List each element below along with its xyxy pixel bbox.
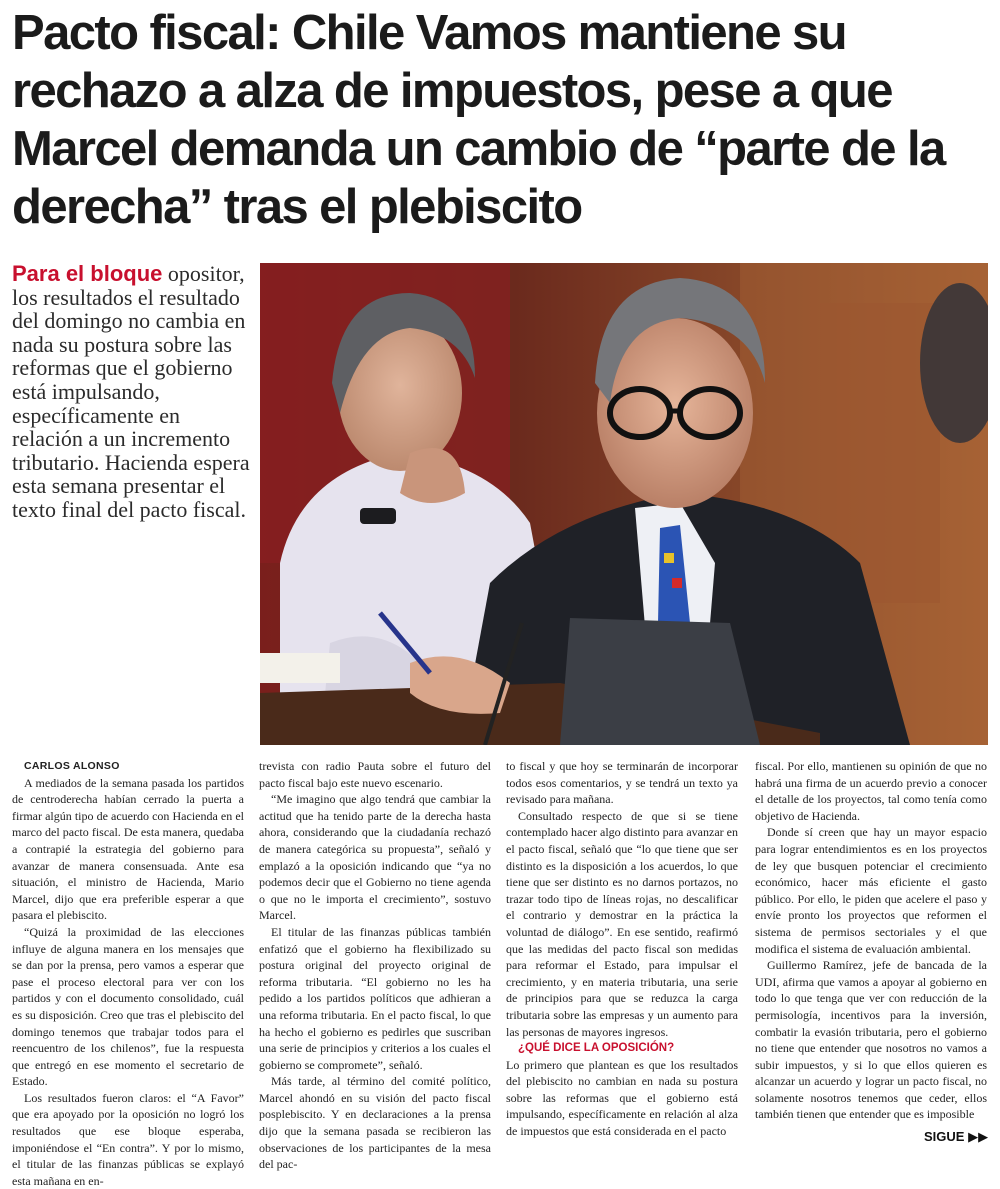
- paragraph: Donde sí creen que hay un mayor espacio para lograr entendimientos es en los proyectos de ley que busquen potenciar el crecimiento económico, hacer más eficiente el gasto público. Por ello, le piden que acelere el paso y envíe pronto los proyectos que reformen el sistema de permisos sectoriales y el que modifica el sistema de evaluación ambiental.: [755, 825, 987, 956]
- paragraph: A mediados de la semana pasada los partidos de centroderecha habían cerrado la puerta a firmar algún tipo de acuerdo con Hacienda en el marco del pacto fiscal. De esta manera, quedaba a contrapié la estrategia del gobierno para avanzar de manera consensuada. Ante esa situación, el ministro de Hacienda, Mario Marcel, dijo que era preferible esperar a que pasara el plebiscito.: [12, 775, 244, 923]
- paragraph: trevista con radio Pauta sobre el futuro del pacto fiscal bajo este nuevo escenario.: [259, 759, 491, 790]
- headline: Pacto fiscal: Chile Vamos mantiene su rechazo a alza de impuestos, pese a que Marcel demanda un cambio de “parte de la derecha” tras el plebiscito: [12, 6, 945, 234]
- paragraph: Consultado respecto de que si se tiene contemplado hacer algo distinto para avanzar en el pacto fiscal, señaló que “lo que tiene que ser distinto es la disposición a los acuerdos, lo que tiene que ser distinto es no darnos portazos, no trazar todo tipo de líneas rojas, no descalificar el contrario y demostrar en la práctica la voluntad de diálogo”. En ese sentido, reafirmó que las medidas del pacto fiscal son medidas para reformar el Estado, para impulsar el crecimiento, y en materia tributaria, una serie de principios para que se reduzca la carga tributaria sobre las empresas y un aumento para las personas de mayores ingresos.: [506, 808, 738, 1039]
- paragraph: Guillermo Ramírez, jefe de bancada de la UDI, afirma que vamos a apoyar al gobierno en todo lo que tenga que ver con reducción de la permisología, incentivos para la inversión, combatir la evasión tributaria, pero el gobierno no tiene que entender que nosotros no vamos a subir impuestos, y si lo que ellos quieren es alcanzar un acuerdo y lograr un pacto fiscal, no solamente nosotros tenemos que ceder, ellos también tienen que entender que es imposible: [755, 958, 987, 1122]
- paragraph: “Quizá la proximidad de las elecciones influye de alguna manera en los mensajes que se dan por la prensa, pero vamos a esperar que pase el proceso electoral para ver con los partidos y con el documento consolidado, cuál es su disposición. Creo que tras el plebiscito del domingo tenemos que trabajar todos para el reencuentro de los chilenos”, fue la respuesta que entregó en ese momento el secretario de Estado.: [12, 924, 244, 1089]
- paragraph: to fiscal y que hoy se terminarán de incorporar todos esos comentarios, y se tendrá un texto ya revisado para mañana.: [506, 759, 738, 807]
- article-column-3: [506, 758, 738, 1140]
- article-column-4: [755, 758, 987, 1123]
- paragraph: Lo primero que plantean es que los resultados del plebiscito no cambian en nada su postura sobre las reformas que el gobierno está impulsando, específicamente en relación al alza de impuestos que está considerada en el pacto: [506, 1057, 738, 1139]
- lead-paragraph: [12, 262, 250, 522]
- paragraph: fiscal. Por ello, mantienen su opinión de que no habrá una firma de un acuerdo previo a conocer el detalle de los proyectos, tal como tenía como objetivo de Hacienda.: [755, 759, 987, 823]
- paragraph: El titular de las finanzas públicas también enfatizó que el gobierno ha flexibilizado su postura original del proyecto original de reforma tributaria. “El gobierno no les ha pedido a los partidos políticos que adhieran a una reforma tributaria. En el pacto fiscal, lo que ha hecho el gobierno es pedirles que suscriban una serie de principios y criterios a los cuales el gobierno se compromete”, señaló.: [259, 924, 491, 1072]
- article-column-2: [259, 758, 491, 1173]
- article-column-1: [12, 758, 244, 1189]
- paragraph: “Me imagino que algo tendrá que cambiar la actitud que ha tenido parte de la derecha hasta ahora, considerando que la ciudadanía rechazó de manera categórica su propuesta”, señaló y emplazó a la oposición indicando que “ya no podemos decir que el Gobierno no tiene agenda o que no le importa el crecimiento”, sostuvo Marcel.: [259, 792, 491, 923]
- paragraph: Los resultados fueron claros: el “A Favor” que era apoyado por la oposición no logró los resultados que ese bloque esperaba, imponiéndose el “En contra”. Y por lo mismo, el titular de las finanzas públicas se explayó esta mañana en en-: [12, 1090, 244, 1188]
- lead-kicker: Para el bloque: [12, 261, 163, 286]
- lead-text: opositor, los resultados el resultado del domingo no cambia en nada su postura sobre las reformas que el gobierno está impulsando, específicamente en relación a un incremento tributario. Hacienda espera esta semana presentar el texto final del pacto fiscal.: [12, 261, 250, 522]
- article-photo: [260, 263, 988, 745]
- byline: CARLOS ALONSO: [24, 760, 120, 772]
- paragraph: Más tarde, al término del comité político, Marcel ahondó en su visión del pacto fiscal posplebiscito. Y en declaraciones a la prensa dijo que la semana pasada se recibieron las observaciones de los participantes de la mesa del pac-: [259, 1074, 491, 1172]
- continue-link[interactable]: SIGUE ▶▶: [924, 1129, 989, 1144]
- subhead-oposicion: ¿QUÉ DICE LA OPOSICIÓN?: [518, 1042, 675, 1055]
